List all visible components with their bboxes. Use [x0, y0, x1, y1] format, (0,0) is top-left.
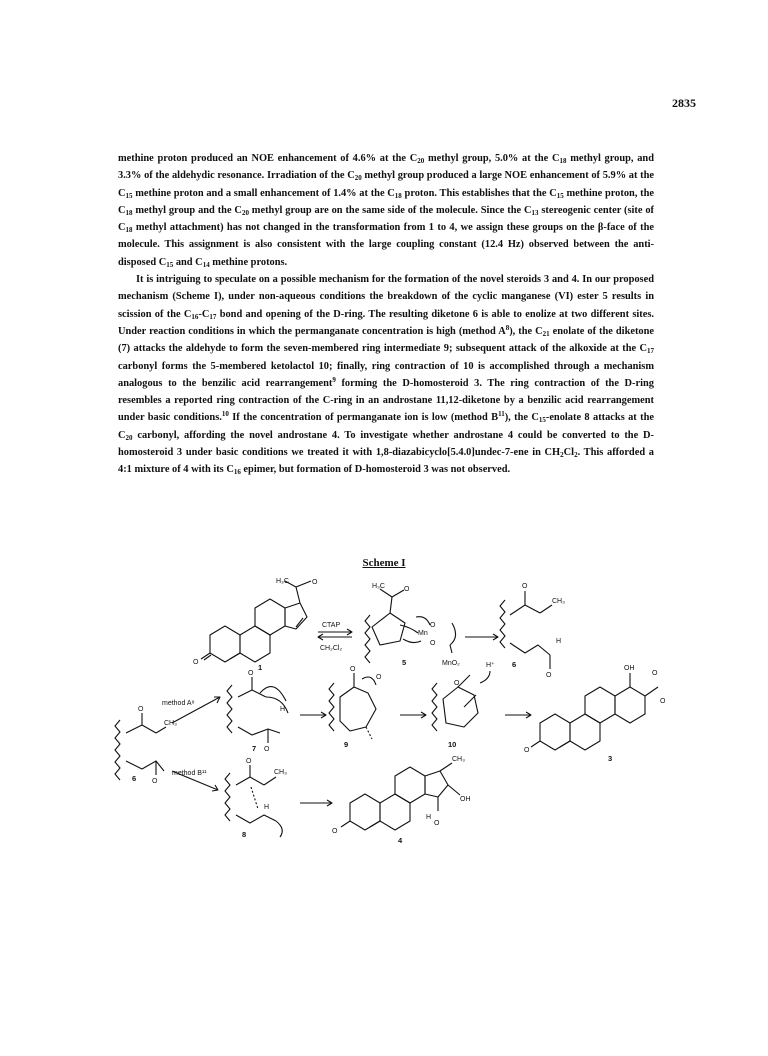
compound-5-structure: [365, 589, 430, 663]
atom-label: O: [652, 670, 658, 677]
compound-1-structure: [201, 581, 311, 662]
compound-7-structure: [227, 677, 288, 743]
compound-10-structure: [432, 671, 490, 731]
reagent-mno2: MnO₂: [442, 660, 460, 667]
compound-6-left-structure: [115, 713, 166, 780]
compound-label-10: 10: [448, 740, 457, 749]
atom-label: O: [524, 747, 530, 754]
atom-label: O: [138, 706, 144, 713]
compound-label-3: 3: [608, 754, 613, 763]
atom-label: O: [660, 698, 666, 705]
atom-label: O: [332, 828, 338, 835]
atom-label: OH: [624, 665, 635, 672]
atom-label: CH₃: [164, 720, 177, 727]
atom-label: O: [264, 746, 270, 753]
compound-3-structure: [531, 673, 658, 750]
atom-label: H₃C: [372, 583, 385, 590]
atom-label: O: [376, 674, 382, 681]
reagent-ctap: CTAP: [322, 622, 341, 629]
compound-6-top-structure: [500, 591, 552, 669]
paragraph-2: It is intriguing to speculate on a possible mechanism for the formation of the novel steroids 3 and 4. In our proposed mechanism (Scheme I), under non-aqueous conditions the breakdown of the cyclic manganese (VI) ester 5 results in scission of the $C_{16}-C_{17}$ bond and opening of the D-ring. The resulting diketone 6 is able to enolize at two different sites. Under reaction conditions in which the permanganate concentration is high (method $A^8$), the $C_{21}$ enolate of the diketone (7) attacks the aldehyde to form the seven-membered ring intermediate 9; subsequent attack of the alkoxide at the $C_{17}$ carbonyl forms the 5-membered ketolactol 10; finally, ring contraction of 10 is accomplished through a mechanism analogous to the benzilic acid rearrangement$^9$ forming the D-homosteroid 3. The ring contraction of the D-ring resembles a reported ring contraction of the C-ring in an androstane 11,12-diketone by a benzilic acid rearrangement under basic conditions.$^{10}$ If the concentration of permanganate ion is low (method $B^{11}$), the $C_{15}$-enolate 8 attacks at the $C_{20}$ carbonyl, affording the novel androstane 4. To investigate whether androstane 4 could be converted to the D-homosteroid 3 under basic conditions we treated it with 1,8-diazabicyclo[5.4.0]undec-7-ene in $CH_2Cl_2$. This afforded a 4:1 mixture of 4 with its $C_{16}$ epimer, but formation of D-homosteroid 3 was not observed.: [118, 274, 655, 477]
atom-label: H: [426, 814, 432, 821]
atom-label: O: [248, 670, 254, 677]
paragraph-1: methine proton produced an NOE enhancement of 4.6% at the $C_{20}$ methyl group, 5.0% at the $C_{18}$ methyl group, and 3.3% of the aldehydic resonance. Irradiation of the $C_{20}$ methyl group produced a large NOE enhancement of 5.9% at the $C_{15}$ methine proton and a small enhancement of 1.4% at the $C_{18}$ proton. This establishes that the $C_{15}$ methine proton, the $C_{18}$ methyl group and the $C_{20}$ methyl group are on the same side of the molecule. Since the $C_{13}$ stereogenic center (site of $C_{18}$ methyl attachment) has not changed in the transformation from 1 to 4, we assign these groups on the β-face of the molecule. This assignment is also consistent with the large coupling constant (12.4 Hz) observed between the anti-disposed $C_{15}$ and $C_{14}$ methine protons.: [118, 153, 655, 269]
atom-label: O: [454, 680, 460, 687]
compound-label-1: 1: [258, 663, 263, 672]
compound-9-structure: [329, 673, 376, 739]
atom-label: O: [430, 640, 436, 647]
atom-label: Mn: [418, 630, 428, 637]
atom-label: O: [546, 672, 552, 679]
compound-label-9: 9: [344, 740, 349, 749]
atom-label: H⁺: [486, 662, 495, 669]
atom-label: O: [246, 758, 252, 765]
page-number: 2835: [672, 96, 696, 110]
atom-label: H: [264, 804, 270, 811]
atom-label: CH₃: [552, 598, 565, 605]
atom-label: H₃C: [276, 578, 289, 585]
scheme-title: Scheme I: [362, 557, 406, 569]
reagent-solvent: CH₂Cl₂: [320, 645, 343, 652]
reaction-scheme: [100, 575, 680, 850]
atom-label: O: [430, 622, 436, 629]
compound-label-7: 7: [252, 744, 257, 753]
atom-label: O: [404, 586, 410, 593]
atom-label: O: [193, 659, 199, 666]
method-a-label: method A⁸: [162, 700, 195, 707]
compound-label-6-left: 6: [132, 774, 137, 783]
atom-label: CH₃: [452, 756, 465, 763]
atom-label: O: [522, 583, 528, 590]
compound-label-5: 5: [402, 658, 407, 667]
atom-label: CH₃: [274, 769, 287, 776]
atom-label: H: [556, 638, 562, 645]
atom-label: O: [350, 666, 356, 673]
compound-label-6-top: 6: [512, 660, 517, 669]
compound-4-structure: [341, 763, 460, 830]
atom-label: O: [312, 579, 318, 586]
compound-label-8: 8: [242, 830, 247, 839]
method-b-label: method B¹¹: [172, 770, 207, 777]
body-text: [118, 150, 654, 479]
atom-label: O: [152, 778, 158, 785]
atom-label: OH: [460, 796, 471, 803]
atom-label: H: [280, 706, 286, 713]
atom-label: O: [434, 820, 440, 827]
compound-label-4: 4: [398, 836, 403, 845]
